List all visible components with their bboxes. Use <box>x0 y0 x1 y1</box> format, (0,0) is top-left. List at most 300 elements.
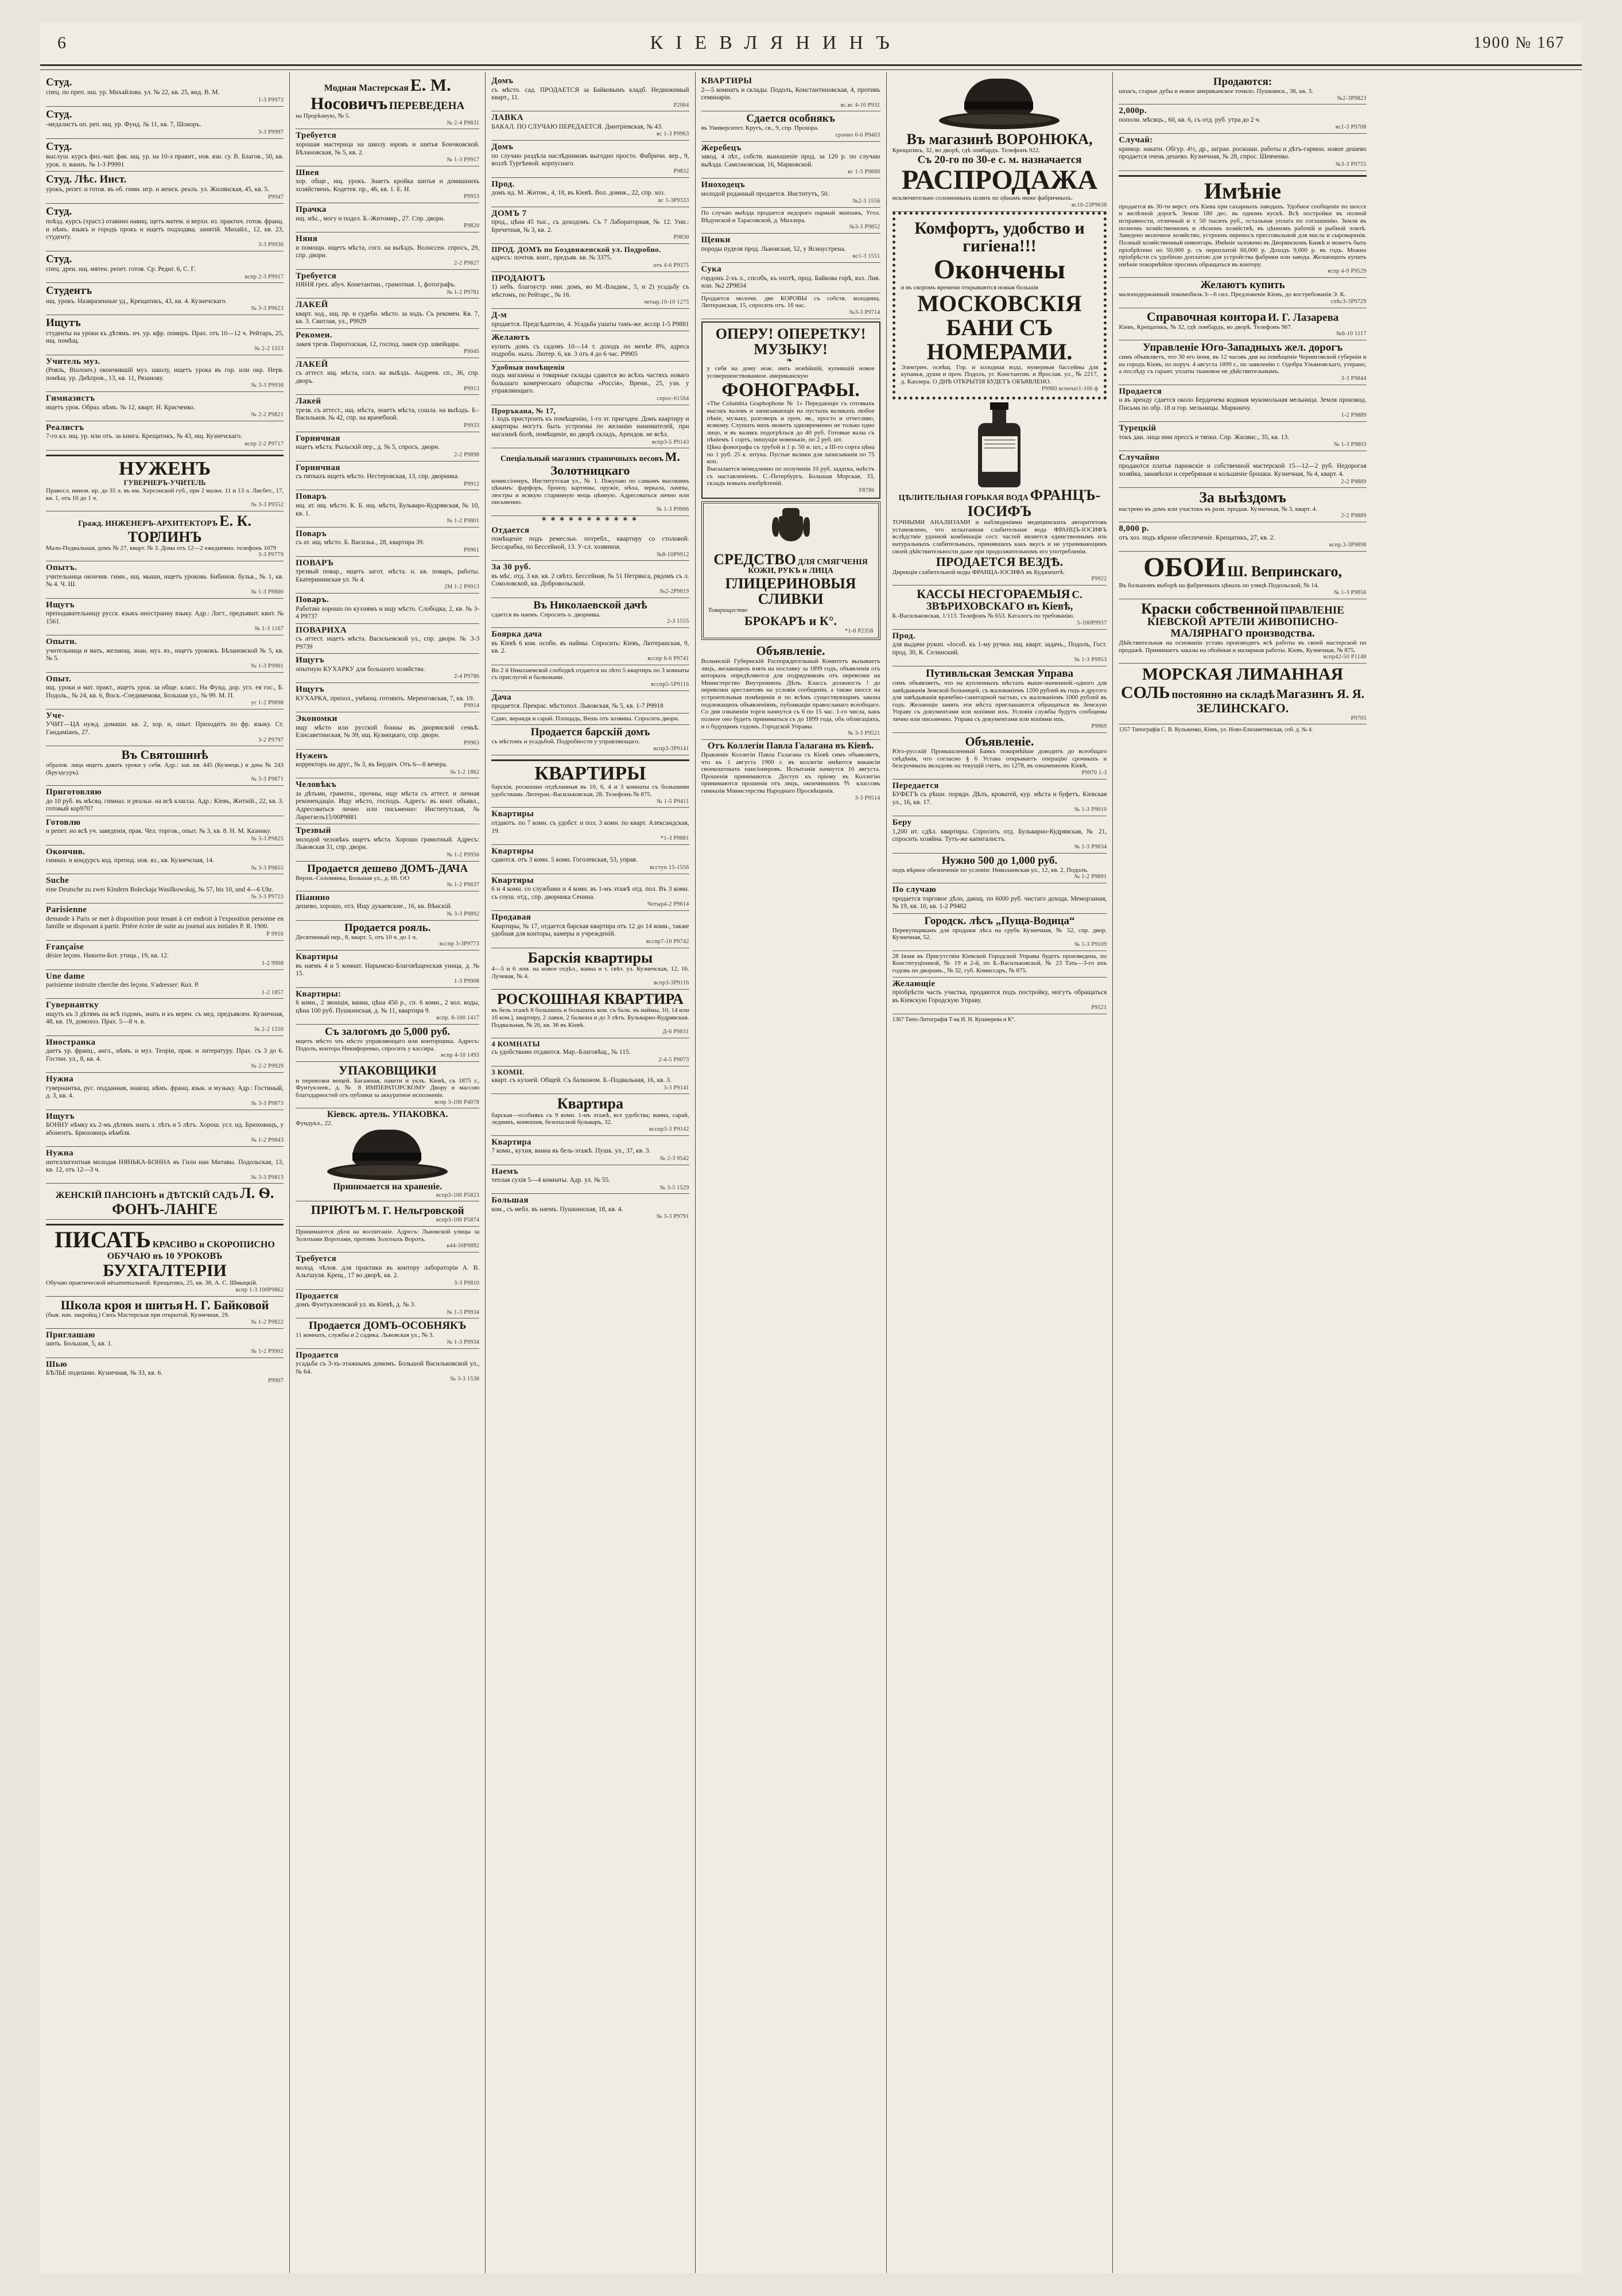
ad-item <box>296 528 479 557</box>
ad-ref: вспр3-3Р9116 <box>653 980 689 987</box>
ad-heading: Гимназистъ <box>46 394 95 403</box>
ad-subheading-2: МОСКОВСКІЯ БАНИ СЪ НОМЕРАМИ. <box>917 290 1082 364</box>
ad-ref: вспр3-3Р9141 <box>653 745 689 752</box>
ad-body: съ аттест. ищетъ мѣста. Васильевской ул., спр. дворн. № 3-3 Р9739 <box>296 635 480 650</box>
ad-item <box>491 141 689 177</box>
ad-body: (Рояль, Віолонч.) окончившій муз. школу, ищетъ урока въ гор. или окр. Нерв. помѣщ. ур. Днѣпров., 13, кв. 11, Рязанову. <box>46 367 284 382</box>
ad-ref: № 1-5 Р9411 <box>657 798 689 805</box>
ad-item <box>296 624 479 654</box>
ad-ref: уг 1-2 Р9898 <box>251 700 284 707</box>
ad-ref: Р9922 <box>1091 576 1107 583</box>
ad-item <box>491 561 689 598</box>
ad-footer-imprint-2 <box>1119 724 1366 736</box>
ad-body: съ мѣстомъ и усадьбой. Подробности у управляющаго. <box>491 738 640 746</box>
ad-item <box>491 1194 689 1223</box>
ad-body: корректоръ на друг., № 3, въ Бердич. Отъ 6—8 вечера. <box>296 761 448 769</box>
ad-body: съ аттест. ищ. мѣста, согл. на выѣздъ. Андреев. сп., 36, спр. дворъ. <box>296 370 480 385</box>
ad-body: parisienne instruite cherche des leçons. S'adresser: Кол. Р. <box>46 982 199 988</box>
ad-ref: 2-2 Р9889 <box>1341 513 1367 519</box>
ad-ref: 3-3 Р9936 <box>258 241 284 248</box>
ad-body: Верхн.-Соломянка, Большая ул., д. 66. ОО <box>296 874 410 882</box>
ad-body: Обучаю практической иësamentaльной. Крещатикъ, 25, кв. 38, А. С. Шмыцкій. <box>46 1279 258 1287</box>
ad-item <box>296 329 479 358</box>
ad-body: и въ скоромъ времени открываются новыя большія <box>901 284 1038 292</box>
ad-item <box>46 172 284 204</box>
ad-heading: Рекомен. <box>296 331 332 340</box>
ad-item <box>893 779 1107 816</box>
page-number: 6 <box>57 33 66 52</box>
ad-heading: Требуется <box>296 1254 337 1264</box>
ad-heading: ЛАКЕЙ <box>296 359 328 369</box>
ad-body: съ мѣсто. сад. ПРОДАЕТСЯ за Байковымъ кладб. Недвижимый кварт., 11. <box>491 86 689 102</box>
ad-heading: Студ. <box>46 140 72 153</box>
ad-body: отъ хоз. подъ вѣрное обеспеченіе. Крещатикъ, 27, кв. 2. <box>1119 534 1275 541</box>
ad-body: лакея трезв. Пирогозская, 12, господ. лакея сур. швейцара. <box>296 340 460 348</box>
ad-item <box>491 598 689 628</box>
ad-display-reference-office <box>1119 308 1366 340</box>
ad-heading: Ищутъ <box>296 656 325 665</box>
ad-brand: БРОКАРЪ и К°. <box>744 613 837 628</box>
ad-ref: Р9907 <box>268 1377 284 1384</box>
ad-body: барская—особнякъ съ 9 комн. 1-мъ этажѣ, все удобства; ванна, сарай, ледникъ, конюшня, безопасной бульваръ, 32. <box>491 1111 689 1126</box>
ad-ref: №8-10Р9912 <box>657 551 689 558</box>
ad-heading: Опытъ. <box>46 563 77 573</box>
ad-display-brocard <box>701 501 880 641</box>
ad-ref: № 1-3 Р9934 <box>447 1339 480 1346</box>
ad-body: барскія, роскошно отдѣланныя въ 10, 6, 4 и 3 комнаты съ большими удобствами. Лютеран.-Васильковская, 28. Телефонъ № 875. <box>491 784 689 798</box>
ad-ref: всспр 6-6 Р9741 <box>647 655 689 662</box>
issue-info: 1900 № 167 <box>1473 34 1565 52</box>
column-3 <box>486 72 695 2273</box>
ad-body: купить домъ съ садомъ 10—14 т. доходъ по менѣе 8%, адреса подробн. ныхъ. Лютер. 6, кв. 3 отъ 4 до 6 час. Р9905 <box>491 343 689 358</box>
ad-heading: Suche <box>46 876 69 886</box>
ad-body: БОННУ нѣмку къ 2-мъ дѣтямъ знать з. лѣтъ и 5 лѣтъ. Хорош. усл. ид. Брюховицъ, у абонентъ. Брюховицъ нѣмбля. <box>46 1122 284 1137</box>
ad-ref: № 1-3 Р9906 <box>656 506 689 513</box>
ad-body: гордонъ 2-хъ л., спсобъ, къ охотѣ, прод. Байкова горѣ, взл. Лив. или. №2 2Р9834 <box>701 274 880 290</box>
ad-heading: Продается <box>296 1350 339 1360</box>
ad-body: НЯНЯ грех. абуч. Конетантин., грамотная. 1, фотографъ. <box>296 281 456 289</box>
masthead <box>40 23 1582 63</box>
ad-display-royal <box>296 921 479 951</box>
ad-ref: № 1-2 Р9837 <box>447 882 480 889</box>
ad-subheading: И. Г. Лазарева <box>1267 311 1339 324</box>
ad-item <box>46 816 284 846</box>
ad-item <box>46 673 284 709</box>
ad-item <box>701 293 880 319</box>
ad-item <box>491 244 689 272</box>
ad-ref: 3-2 Р9797 <box>258 736 284 743</box>
ad-item <box>296 166 479 203</box>
ad-subheading: Ш. Вепринскаго, <box>1227 563 1342 580</box>
ad-heading: Поваръ <box>296 492 327 502</box>
ad-ref: № 1-2 1862 <box>450 769 480 775</box>
ad-ref: № 3-5 1529 <box>659 1184 689 1191</box>
ad-item <box>296 1227 479 1252</box>
ad-body: Кіевъ, Крещатикъ, № 32, гдѣ ломбардъ, во дворѣ. Телефонъ 967. <box>1119 323 1293 331</box>
ad-body: съ ат. ищ. мѣсто. Б. Васильк., 28, квартира 39. <box>296 539 425 546</box>
ad-heading: Школа кроя и шитья <box>60 1297 183 1312</box>
ad-heading: НУЖЕНЪ <box>118 457 211 479</box>
ad-heading: Объявленіе. <box>756 643 825 658</box>
ad-heading: Студ. <box>46 76 72 88</box>
ad-heading: Турецкій <box>1119 424 1157 433</box>
ad-heading: Студ. Лѣс. Инст. <box>46 173 127 186</box>
ad-item <box>701 75 880 111</box>
ad-ref: 2-2 Р9889 <box>1341 478 1367 485</box>
ad-ref: № 3-3 Р9930 <box>251 382 284 389</box>
ad-heading: ПРІЮТЪ <box>311 1203 366 1217</box>
ad-ref: 2-4-5 Р9073 <box>658 1056 689 1063</box>
ad-body: усадьба съ 3-хъ-этажнымъ домомъ. Большой Васильковской ул., № 64. <box>296 1360 480 1375</box>
ad-subheading-2: ПЕРЕВЕДЕНА <box>389 99 465 112</box>
ad-body: ищ. мѣс., могу и подел. Б.-Житомир., 27. Спр. дворн. <box>296 215 445 222</box>
ad-item <box>46 421 284 451</box>
ad-ref: Р9832 <box>673 168 689 174</box>
ad-body: продается торговое дѣло, дающ. по 6000 руб. чистаго дохода. Меморзаная, № 19, кв. 10, кв. 1-2 Р9402 <box>892 895 1107 910</box>
ad-item <box>46 635 284 672</box>
ad-footer-imprint <box>893 1014 1107 1026</box>
ad-ref: № 2-3 9542 <box>659 1155 689 1162</box>
ad-item <box>46 1358 284 1387</box>
ad-heading: Управленіе Юго-Западныхъ жел. дорогъ <box>1143 341 1343 354</box>
ad-body: -медалистъ оп. реп. ищ. ур. Фунд. № 11, кв. 7, Шокоръ. <box>46 121 201 129</box>
ad-ref: № 1-2 Р9956 <box>447 851 480 858</box>
ad-heading: Отъ Коллегіи Павла Галагана въ Кіевѣ. <box>707 741 874 751</box>
ad-item <box>491 331 689 362</box>
ad-body: Товарищество <box>708 607 748 614</box>
ad-body: подъ вѣрное обезпеченіе по условіи: Николаевская ул., 12, кв. 2, Подолъ. <box>892 866 1089 874</box>
ad-subheading: ЦѢЛИТЕЛЬНАЯ ГОРЬКАЯ ВОДА <box>898 494 1029 503</box>
ad-heading: Студентъ <box>46 285 92 297</box>
ad-storage-note: Принимается на храненіе. <box>333 1181 443 1192</box>
ad-store: Магазинъ Я. Я. ЗЕЛИНСКАГО. <box>1196 686 1365 715</box>
ad-item <box>893 883 1107 914</box>
ad-body: Въ большомъ выборѣ на фабричныхъ цѣнахъ по улицѣ Подольской, № 14. <box>1119 582 1319 589</box>
ad-item <box>296 1290 479 1319</box>
ad-ref: № 1-3 Р9010 <box>1074 806 1107 813</box>
ad-ref: Р9963 <box>464 739 480 746</box>
ad-heading: Прод. <box>491 179 515 189</box>
ad-display-architect <box>46 511 284 561</box>
ad-heading: Прод. <box>892 631 915 641</box>
ad-heading: Кіевск. артель. УПАКОВКА. <box>327 1110 448 1120</box>
ad-item <box>1119 104 1366 134</box>
ad-item <box>296 750 479 779</box>
ad-heading: За 30 руб. <box>491 563 531 572</box>
ad-heading: Нужна <box>46 1075 73 1084</box>
ad-item <box>701 142 880 179</box>
ad-body: породы пуделя прод. Львовская, 52, у Ясноустрена. <box>701 245 846 253</box>
ad-ref: в44-50Р9892 <box>447 1243 480 1250</box>
ad-heading: Боярка дача <box>491 630 542 639</box>
ad-heading: ФРАНЦЪ-ІОСИФЪ <box>967 487 1101 519</box>
ad-body-2: Дирекція слабительной воды ФРАНЦА-ІОСИФА въ Будапештѣ. <box>892 568 1065 576</box>
ad-ref: № 1-2 Р9902 <box>251 1348 284 1355</box>
ad-item <box>491 1066 689 1095</box>
ad-heading: СРЕДСТВО <box>713 550 796 568</box>
ad-body: ищутъ къ 3 дѣтямъ на всѣ годомъ, знать и къ верен. съ мед. предъявлен. Кузнечная, 48, кв. 19, домохоз. Прах. 5—8 ч. в. <box>46 1010 284 1026</box>
ad-body: учительница и мать, желающ. знан. муз. яз., ищетъ урококъ. Бѣлановской № 5, кв. № 5. <box>46 647 284 662</box>
ad-heading: Иностранка <box>46 1037 96 1047</box>
ad-body: продаются платья парижскіе и собственной мастерской 15—12—2 руб. Недорогая хозяйка, занавѣски и серебряныя и кольшеніе брошки. Кузнечная, № 4, кварт. 4. <box>1119 463 1367 478</box>
ad-item <box>491 178 689 207</box>
ad-item <box>491 725 689 755</box>
ad-body: спец. по преп. нш. ур. Михайлова. ул. № 22, кв. 25, вид. В. М. <box>46 89 220 96</box>
ad-ref: всспр7-10 Р9742 <box>646 938 689 945</box>
ad-heading: Студ. <box>46 205 72 218</box>
ad-body: съ удобствами отдаются. Мар.-Благовѣщ., № 115. <box>491 1049 631 1056</box>
ad-item <box>46 903 284 940</box>
ad-subheading: Л. Ѳ. ФОНЪ-ЛАНГЕ <box>112 1185 274 1217</box>
ad-item <box>491 808 689 844</box>
ad-heading: Справочная контора <box>1146 309 1267 324</box>
ad-heading: ЛАВКА <box>491 113 523 123</box>
ad-body: Дѣйствительная на основаніи устава производятъ всѣ работы въ своей мастерской по продажѣ. Принимаетъ заказы на обойныя и малярныя работы. Кіевъ, Кузнечная, № 875. <box>1119 639 1367 654</box>
ad-subheading: ПРАВЛЕНІЕ КІЕВСКОЙ АРТЕЛИ ЖИВОПИСНО-МАЛЯРНАГО производства. <box>1147 604 1344 639</box>
ad-ref: 3-3 Р9844 <box>1341 375 1367 382</box>
ad-subheading: ГУВЕРНЕРЪ-УЧИТЕЛЬ <box>123 479 206 487</box>
ad-body: 11 комнатъ, службы и 2 садика. Львовская ул., № 3. <box>296 1332 434 1339</box>
ad-ref: 3-3 Р9779 <box>258 552 284 559</box>
ad-body: симъ объявляетъ, что 30 его іюня, въ 12 часовъ дня на помѣщеніе Черниговской губерніи и на городъ Кіевъ, по поруч. 4 августа 1899 г., по заявленію г. Одобра Ульяновскаго, утерано, а послѣду съ гарант. уплаты ткановое не дѣйствительнымъ. <box>1119 353 1367 375</box>
ad-heading: Продается <box>296 1291 339 1301</box>
ad-body: 1,200 ит. сдѣл. квартиры. Спросить отд. Бульварно-Кудрявская, № 21, спросить хозяйна. Тутъ-же капиталистъ. <box>892 828 1107 843</box>
ad-heading: Барскія квартиры <box>527 949 653 966</box>
ad-ref: № 3-3 Р9873 <box>251 1100 284 1107</box>
ad-item <box>296 824 479 861</box>
column-5 <box>887 72 1113 2273</box>
hat-illustration <box>296 1127 479 1182</box>
ad-item <box>491 911 689 948</box>
ad-item <box>701 263 880 293</box>
ad-ref: Р9980 вспечат1-100 ф <box>1041 385 1099 392</box>
ad-item <box>701 179 880 208</box>
ad-ref: вспр 2-3 Р9917 <box>245 273 284 280</box>
ad-item <box>491 1136 689 1165</box>
ad-ref: вспр 2-2 Р9717 <box>245 440 284 447</box>
ad-ref: вс10-23Р9638 <box>1071 201 1107 208</box>
ad-heading: Сука <box>701 265 721 274</box>
ad-subheading-2: БУХГАЛТЕРІИ <box>103 1261 227 1280</box>
ad-body: за дѣтьми, грамотн., прочны, ищу мѣста съ аттест. и личная рекомендаціи. Ищу мѣсто, господъ. Адресъ: въ конт. объявл., Адресоваться лично или письменно: Институтская, № Ларитзелъ15/00Р9881 <box>296 790 480 821</box>
ad-item <box>46 1147 284 1184</box>
ad-item <box>46 999 284 1035</box>
ad-ref: Р2064 <box>673 102 689 108</box>
ad-heading: За выѣздомъ <box>1199 489 1286 506</box>
imprint-left: 1367 Типо-Литографія Т-ва И. Н. Кушнерева и К°. <box>892 1017 1016 1023</box>
ad-item <box>296 891 479 921</box>
ad-heading: ОБОИ <box>1143 552 1226 583</box>
ad-ref: Р9913 <box>464 385 480 392</box>
ad-ref: вспр 4-9 Р9529 <box>1328 268 1367 275</box>
ad-body: настрено въ домъ или участокъ въ разн. продаж. Кузнечная, № 3, кварт. 4. <box>1119 505 1317 513</box>
ad-heading: Объявленіе. <box>965 734 1034 748</box>
ad-body: урокъ, репет. и готов. въ об. гимн. игр. и женск. реалъ. ул. Жилянская, 45, кв. 5. <box>46 186 269 193</box>
ad-body: малоподержанный локомобиль 3—6 сил. Предложеніе Кіевъ, до востребованія Э. К. <box>1119 291 1346 298</box>
ad-display-nuzhen <box>46 451 284 512</box>
ad-heading: Française <box>46 942 84 952</box>
ad-ref: всспр 3-3Р9773 <box>439 941 480 948</box>
ad-heading: Большая <box>491 1196 529 1205</box>
ad-heading: 8,000 р. <box>1119 524 1150 534</box>
ad-heading: Квартира <box>557 1095 623 1112</box>
ad-heading: Требуется <box>296 271 337 281</box>
ad-item <box>296 490 479 527</box>
ad-item <box>1119 522 1366 552</box>
ad-item <box>46 846 284 875</box>
ad-ref: всступ 15-1556 <box>650 864 689 871</box>
ad-body-order: Высылается немедленно по полученіи 10 руб. задатка, наѣстъ съ наставленіемъ. С.-Петербургъ. Большая Морская, 33, складъ новыхъ изобрѣтеній. <box>707 466 875 487</box>
ad-body: въ мѣс. отд. 3 кв. кв. 2 свѣтл. Бессейная, № 51 Нетрякса, рядомъ съ л. Соколовской, кв. Добровольской. <box>491 572 689 588</box>
ad-item <box>296 270 479 299</box>
ad-subheading: Съ 20-го по 30-е с. м. назначается <box>917 153 1082 166</box>
ad-heading: Опыт. <box>46 674 72 684</box>
ad-body: и въ аренду сдается около Бердичева водяная мукомольная мельница. Земля производ. Письма по обр. 18 и гор. мельницы. Маркинчу. <box>1119 397 1367 412</box>
ad-body: гувернантка, рус. подданная, знающ. нѣмъ. франц. язык. и музыку. Адр.: Гостиный, д. 3, кв. 4. <box>46 1084 284 1100</box>
ad-heading: Гражд. ИНЖЕНЕРЪ-АРХИТЕКТОРЪ <box>78 519 218 529</box>
ad-body: Фундукл., 22. <box>296 1120 333 1127</box>
ad-heading: Желающіе <box>892 979 936 988</box>
ad-ref: №2-3 1556 <box>852 198 880 205</box>
ad-ref: № 3-3 1538 <box>450 1376 480 1383</box>
ad-body: въ наемъ 4 и 5 комнат. Нарымско-Благовѣщенская уница, д. № 15. <box>296 962 480 978</box>
ornament-divider: ✶✶✶✶✶✶✶✶✶✶✶ <box>540 515 640 524</box>
ad-heading: Спеціальный магазинъ страничныхъ весовъ <box>500 455 663 464</box>
ad-body: 2—5 комнатъ и склады. Подолъ, Константиновская, 4, противъ семинаріи. <box>701 86 880 102</box>
ad-heading: Въ магазинѣ ВОРОНЮКА, <box>906 131 1093 148</box>
ad-item <box>46 941 284 970</box>
ad-ref: № 2-2 Р9929 <box>251 1063 284 1070</box>
ad-display-galagan <box>701 740 880 804</box>
ad-item <box>491 1038 689 1066</box>
ad-heading: РОСКОШНАЯ КВАРТИРА <box>497 990 684 1007</box>
ad-display-pisat <box>46 1220 284 1297</box>
ad-item <box>893 951 1107 978</box>
ad-item <box>491 309 689 331</box>
ad-item <box>46 970 284 999</box>
ad-item <box>1119 134 1366 170</box>
ad-heading: Студ. <box>46 253 72 265</box>
ad-heading: ПРОД. ДОМЪ по Боздвиженской ул. Подробно. <box>491 245 661 254</box>
ad-display-svyatoshin <box>46 746 284 786</box>
ad-body: токъ дан. лица ими прессъ и тяпки. Спр. Жилянс., 35, кв. 13. <box>1119 433 1290 441</box>
ad-ref: F8786 <box>859 487 875 494</box>
page-sheet <box>40 23 1582 2273</box>
ad-body: По случаю выѣзда продается недорого парный экипажъ, Угол. Вѣдунской и Тарасовской, д. Миллера. <box>701 210 880 224</box>
ad-heading: Квартиры <box>491 809 534 819</box>
ad-body: комиссіонеръ, Институтская ул., № 1. Покупаю по самымъ высокимъ цѣнамъ: фарфоръ, бронзу, картины, оружіе, мѣха, зеркала, лампы, люстры и всякую старинную вещь цѣнную. Адресоваться лично или письменно. <box>491 477 689 506</box>
ad-item <box>491 713 689 726</box>
ad-ref: *1-3 Р9881 <box>661 835 689 842</box>
ad-subheading: М. Золотницкаго <box>550 449 680 478</box>
ad-display-franz-josef <box>893 400 1107 585</box>
ad-heading: Проръкана, № 17, <box>491 406 556 415</box>
ad-heading: Квартиры <box>296 952 339 962</box>
ad-body: студенты на уроки къ дѣтямъ. нч. ур. кфр. помиръ. Прах. отъ 10—12 ч. Рейтаръ, 25, ищ. помѣщ. <box>46 329 284 345</box>
ad-item <box>296 594 479 624</box>
ad-heading: Уче- <box>46 711 65 720</box>
ad-ref: всспр3-3 Р9142 <box>649 1126 689 1133</box>
ad-heading: КАССЫ НЕСГОРАЕМЫЯ <box>917 587 1070 602</box>
ad-display-bank-notice <box>893 733 1107 779</box>
ad-ref: вс1-3 1551 <box>852 253 880 260</box>
ad-ref: № 3-3 Р9855 <box>251 864 284 871</box>
ad-item <box>46 204 284 251</box>
ad-body: ищетъ мѣсто чть мѣсто управляющаго или конторщика. Адресъ: Подолъ, контора Никифоренко, спросить у кассира. <box>296 1037 480 1052</box>
ad-ref: 1-3 Р9908 <box>454 978 480 984</box>
ad-ref: 3-3 Р9810 <box>454 1279 480 1286</box>
ad-body: трезв. съ аттест., ищ. мѣста, знаетъ мѣста, сошла. на выѣздъ. Б.-Васильков. № 42, спр. на врачебной. <box>296 406 480 422</box>
ad-display-paints <box>1119 599 1366 664</box>
ad-body: кварт. ход., ищ. пр. и судебн. мѣсто. за ходъ. Съ рекомен. Кв. 7, кв. 3. Свитлая, ул., Р9929 <box>296 310 480 325</box>
ad-item <box>701 234 880 263</box>
ad-ref: вспр.3-3Р9898 <box>1329 542 1367 549</box>
ad-item <box>296 1252 479 1289</box>
ad-body: спец. дрен. ищ. мятен. репет. готов. Ср. Реднг. 6, С. Г. <box>46 266 196 273</box>
ad-heading: Комфортъ, удобство и гигіена!!! <box>914 218 1085 256</box>
ad-body: Сдаю, верандя и сарай. Площадь, Вешь отъ хозяина. Спросить дворн. <box>491 715 680 722</box>
ad-item <box>491 628 689 665</box>
ad-body: Работаю хорошо по кухнямъ и ищу мѣсто. Слободка, 2, кв. № 3-4 Р9737 <box>296 605 480 620</box>
ad-subheading: Окончены <box>933 254 1066 285</box>
ad-ref: вспр3-5 Р9143 <box>651 439 689 445</box>
ad-body: выслуш. курсъ физ.-мат. фак. ищ. ур. на 10-л правит., нов. язн. су. В. Благов., 50, кв. урок. п. ваннъ. № 1-3 Р9991 <box>46 153 284 168</box>
ad-item <box>701 208 880 234</box>
ad-item <box>491 362 689 405</box>
ad-ref: 2-3 1555 <box>667 618 689 625</box>
ad-ref: 1-2 1857 <box>261 989 284 996</box>
ad-body-phonograph: «The Columbia Graphophone № 1» Передающіе съ готовыхъ высокъ валовъ и записывающіе на пустыхъ валикахъ любое пѣніе, музыку, разговоръ и проч. яв., просто и отчетливо, всякому. Слушать нихъ можетъ одновременно не только одно лицо, и въ валикъ подогрѣться до 40 руб. Готовые валы съ пѣніемъ 1 сортъ, пишущіе новенькіе, по 2 руб. шт. <box>707 400 875 444</box>
ad-item <box>893 630 1107 666</box>
ad-item <box>296 1349 479 1385</box>
ad-body: пріобрѣсти часть участка, продаются подъ постройку, могутъ обращаться въ Кіевскую Городскую Управу. <box>892 989 1107 1004</box>
ad-subheading: ДЛЯ СМЯГЧЕНІЯ КОЖИ, РУКЪ и ЛИЦА <box>748 557 868 576</box>
ad-heading: По случаю <box>892 885 937 895</box>
ad-heading: Домъ <box>491 142 514 152</box>
masthead-rule <box>40 64 1582 70</box>
ad-subheading-2: ГЛИЦЕРИНОВЫЯ СЛИВКИ <box>725 575 856 608</box>
ad-item <box>46 1073 284 1110</box>
ad-ref: № 1-3 Р9953 <box>1074 657 1107 664</box>
ad-ref: Р9914 <box>464 703 480 709</box>
ad-body: ищетъ урок. Образ. нѣмъ. № 12, кварт. Н. Красченко. <box>46 404 195 411</box>
ad-display-packers <box>296 1062 479 1108</box>
ad-ref: № 3-3 Р9521 <box>847 730 880 737</box>
ad-heading: 2,000р. <box>1119 106 1147 116</box>
hat-illustration-2 <box>893 76 1107 131</box>
ad-ref: № 1-3 Р9934 <box>447 1309 480 1316</box>
ad-display-banya <box>893 212 1107 400</box>
column-2 <box>290 72 486 2273</box>
ad-heading: Швея <box>296 168 320 177</box>
ad-ref: 1-2 9908 <box>261 960 284 967</box>
ad-heading: 3 КОМН. <box>491 1067 525 1076</box>
ad-body: симъ объявляетъ, что на купленныхъ мѣстахъ выше-значенной:-одного для завѣдыванія Земской больницей, съ жалованіемъ 1200 рублей въ годъ и другого для завѣдыванія врачебно-санитарной частью, съ жалованіемъ 1000 рублей въ годъ. Желающіе занять эти мѣста приглашаются обращаться въ Земскую Управу съ документами или копіями ихъ. Условія службы будутъ сообщены лично или письменно. Управа съ документами или копіями ихъ. <box>892 679 1107 723</box>
ad-heading: Піанино <box>296 893 330 902</box>
ad-display-zalog <box>296 1025 479 1062</box>
ad-heading: Д-м <box>491 311 507 320</box>
ad-item <box>46 315 284 355</box>
ad-body: дешево, хорошо, отл. Ищу дукаевские., 16, кв. Вѣнскій. <box>296 903 452 910</box>
ad-ref: срочно 6-6 Р9403 <box>835 132 880 138</box>
ad-ref: Р 9916 <box>266 930 284 937</box>
ad-heading: ПОВАРИХА <box>296 625 347 635</box>
ad-item <box>491 524 689 561</box>
ad-body: хор. обще., ищ. урокъ. Знаетъ кройка шитья и домашнихъ хозяйственъ. Кодетея. пр., 46, кв. 1. Е. Н. <box>296 178 480 193</box>
ad-item <box>1119 422 1366 451</box>
ad-subheading: Е. К. ТОРЛИНЪ <box>127 513 251 545</box>
ad-ref: № 3-3 Р9623 <box>251 305 284 312</box>
